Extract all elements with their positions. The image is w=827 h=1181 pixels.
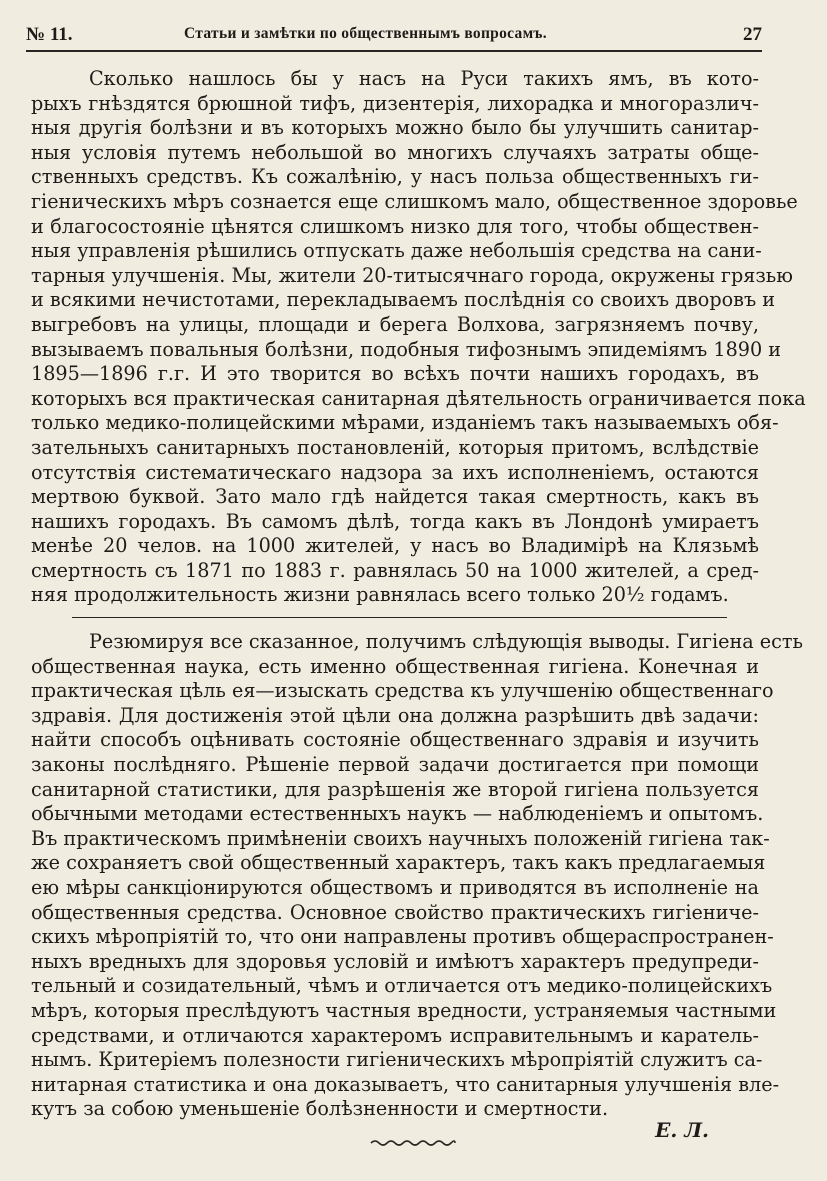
text-line: практическая цѣль ея—изыскать средства къ улучшенію общественнаго xyxy=(31,679,774,703)
paragraph-1 xyxy=(31,67,806,608)
text-line: же сохраняетъ свой общественный характеръ, такъ какъ предлагаемыя xyxy=(31,851,766,875)
text-line: и благосостояніе цѣнятся слишкомъ низко для того, чтобы обществен- xyxy=(31,214,759,238)
text-line: ныя другія болѣзни и въ которыхъ можно было бы улучшить санитар- xyxy=(31,116,759,140)
text-line: средствами, и отличаются характеромъ исправительнымъ и каратель- xyxy=(31,1023,759,1047)
text-line: только медико-полицейскими мѣрами, изданіемъ такъ называемыхъ обя- xyxy=(31,411,779,435)
text-line: рыхъ гнѣздятся брюшной тифъ, дизентерія, лихорадка и многоразлич- xyxy=(31,91,759,115)
end-ornament xyxy=(370,1138,456,1148)
text-line: мѣръ, которыя преслѣдуютъ частныя вредности, устраняемыя частными xyxy=(31,998,777,1022)
text-line: которыхъ вся практическая санитарная дѣятельность ограничивается пока xyxy=(31,386,806,410)
text-line: 1895—1896 г.г. И это творится во всѣхъ почти нашихъ городахъ, въ xyxy=(31,362,759,386)
text-line: найти способъ оцѣнивать состояніе общественнаго здравія и изучить xyxy=(31,728,759,752)
text-line: вызываемъ повальныя болѣзни, подобныя тифознымъ эпидеміямъ 1890 и xyxy=(31,337,782,361)
text-line: и всякими нечистотами, перекладываемъ послѣднія со своихъ дворовъ и xyxy=(31,288,776,312)
text-line: менѣе 20 челов. на 1000 жителей, у насъ во Владимірѣ на Клязьмѣ xyxy=(31,534,759,558)
text-line: Резюмируя все сказанное, получимъ слѣдующія выводы. Гигіена есть xyxy=(89,630,803,653)
text-line: нитарная статистика и она доказываетъ, что санитарныя улучшенія вле- xyxy=(31,1072,780,1096)
text-line: ею мѣры санкціонируются обществомъ и приводятся въ исполненіе на xyxy=(31,875,759,899)
page-header xyxy=(26,14,762,54)
text-line: санитарной статистики, для разрѣшенія же второй гигіена пользуется xyxy=(31,777,759,801)
separator-rule xyxy=(72,617,727,618)
text-line: скихъ мѣропріятій то, что они направлены противъ общераспространен- xyxy=(31,925,774,949)
page-number: 27 xyxy=(743,24,762,45)
running-title: Статьи и замѣтки по общественнымъ вопросамъ. xyxy=(184,25,547,42)
text-line: няя продолжительность жизни равнялась всего только 20½ годамъ. xyxy=(31,583,729,607)
text-line: ныя управленія рѣшились отпускать даже небольшія средства на сани- xyxy=(31,239,762,263)
text-line: ныя условія путемъ небольшой во многихъ случаяхъ затраты обще- xyxy=(31,140,759,164)
issue-number: № 11. xyxy=(26,24,73,45)
text-line: нашихъ городахъ. Въ самомъ дѣлѣ, тогда какъ въ Лондонѣ умираетъ xyxy=(31,509,759,533)
text-line: кутъ за собою уменьшеніе болѣзненности и смертности. xyxy=(31,1097,609,1121)
text-line: общественная наука, есть именно общественная гигіена. Конечная и xyxy=(31,654,759,678)
paragraph-2 xyxy=(31,630,803,1122)
text-line: нымъ. Критеріемъ полезности гигіеническихъ мѣропріятій служитъ са- xyxy=(31,1048,763,1072)
text-line: ныхъ вредныхъ для здоровья условій и имѣютъ характеръ предупреди- xyxy=(31,949,759,973)
text-line: Сколько нашлось бы у насъ на Руси такихъ ямъ, въ кото- xyxy=(89,67,759,90)
text-line: Въ практическомъ примѣненіи своихъ научныхъ положеній гигіена так- xyxy=(31,826,770,850)
text-line: законы послѣдняго. Рѣшеніе первой задачи достигается при помощи xyxy=(31,752,759,776)
text-line: зательныхъ санитарныхъ постановленій, которыя притомъ, вслѣдствіе xyxy=(31,435,759,459)
text-line: мертвою буквой. Зато мало гдѣ найдется такая смертность, какъ въ xyxy=(31,485,759,509)
text-line: тельный и созидательный, чѣмъ и отличается отъ медико-полицейскихъ xyxy=(31,974,773,998)
text-line: общественныя средства. Основное свойство практическихъ гигіениче- xyxy=(31,900,759,924)
text-line: здравія. Для достиженія этой цѣли она должна разрѣшить двѣ задачи: xyxy=(31,703,759,727)
text-line: отсутствія систематическаго надзора за ихъ исполненіемъ, остаются xyxy=(31,460,759,484)
text-line: ственныхъ средствъ. Къ сожалѣнію, у насъ польза общественныхъ ги- xyxy=(31,165,759,189)
text-line: смертность съ 1871 по 1883 г. равнялась 50 на 1000 жителей, а сред- xyxy=(31,558,759,582)
header-rule xyxy=(26,50,762,52)
author-signature: Е. Л. xyxy=(655,1118,709,1142)
text-line: тарныя улучшенія. Мы, жители 20-титысячнаго города, окружены грязью xyxy=(31,263,793,287)
text-line: выгребовъ на улицы, площади и берега Волхова, загрязняемъ почву, xyxy=(31,312,759,336)
text-line: обычными методами естественныхъ наукъ — наблюденіемъ и опытомъ. xyxy=(31,802,764,826)
text-line: гіеническихъ мѣръ сознается еще слишкомъ мало, общественное здоровье xyxy=(31,189,798,213)
